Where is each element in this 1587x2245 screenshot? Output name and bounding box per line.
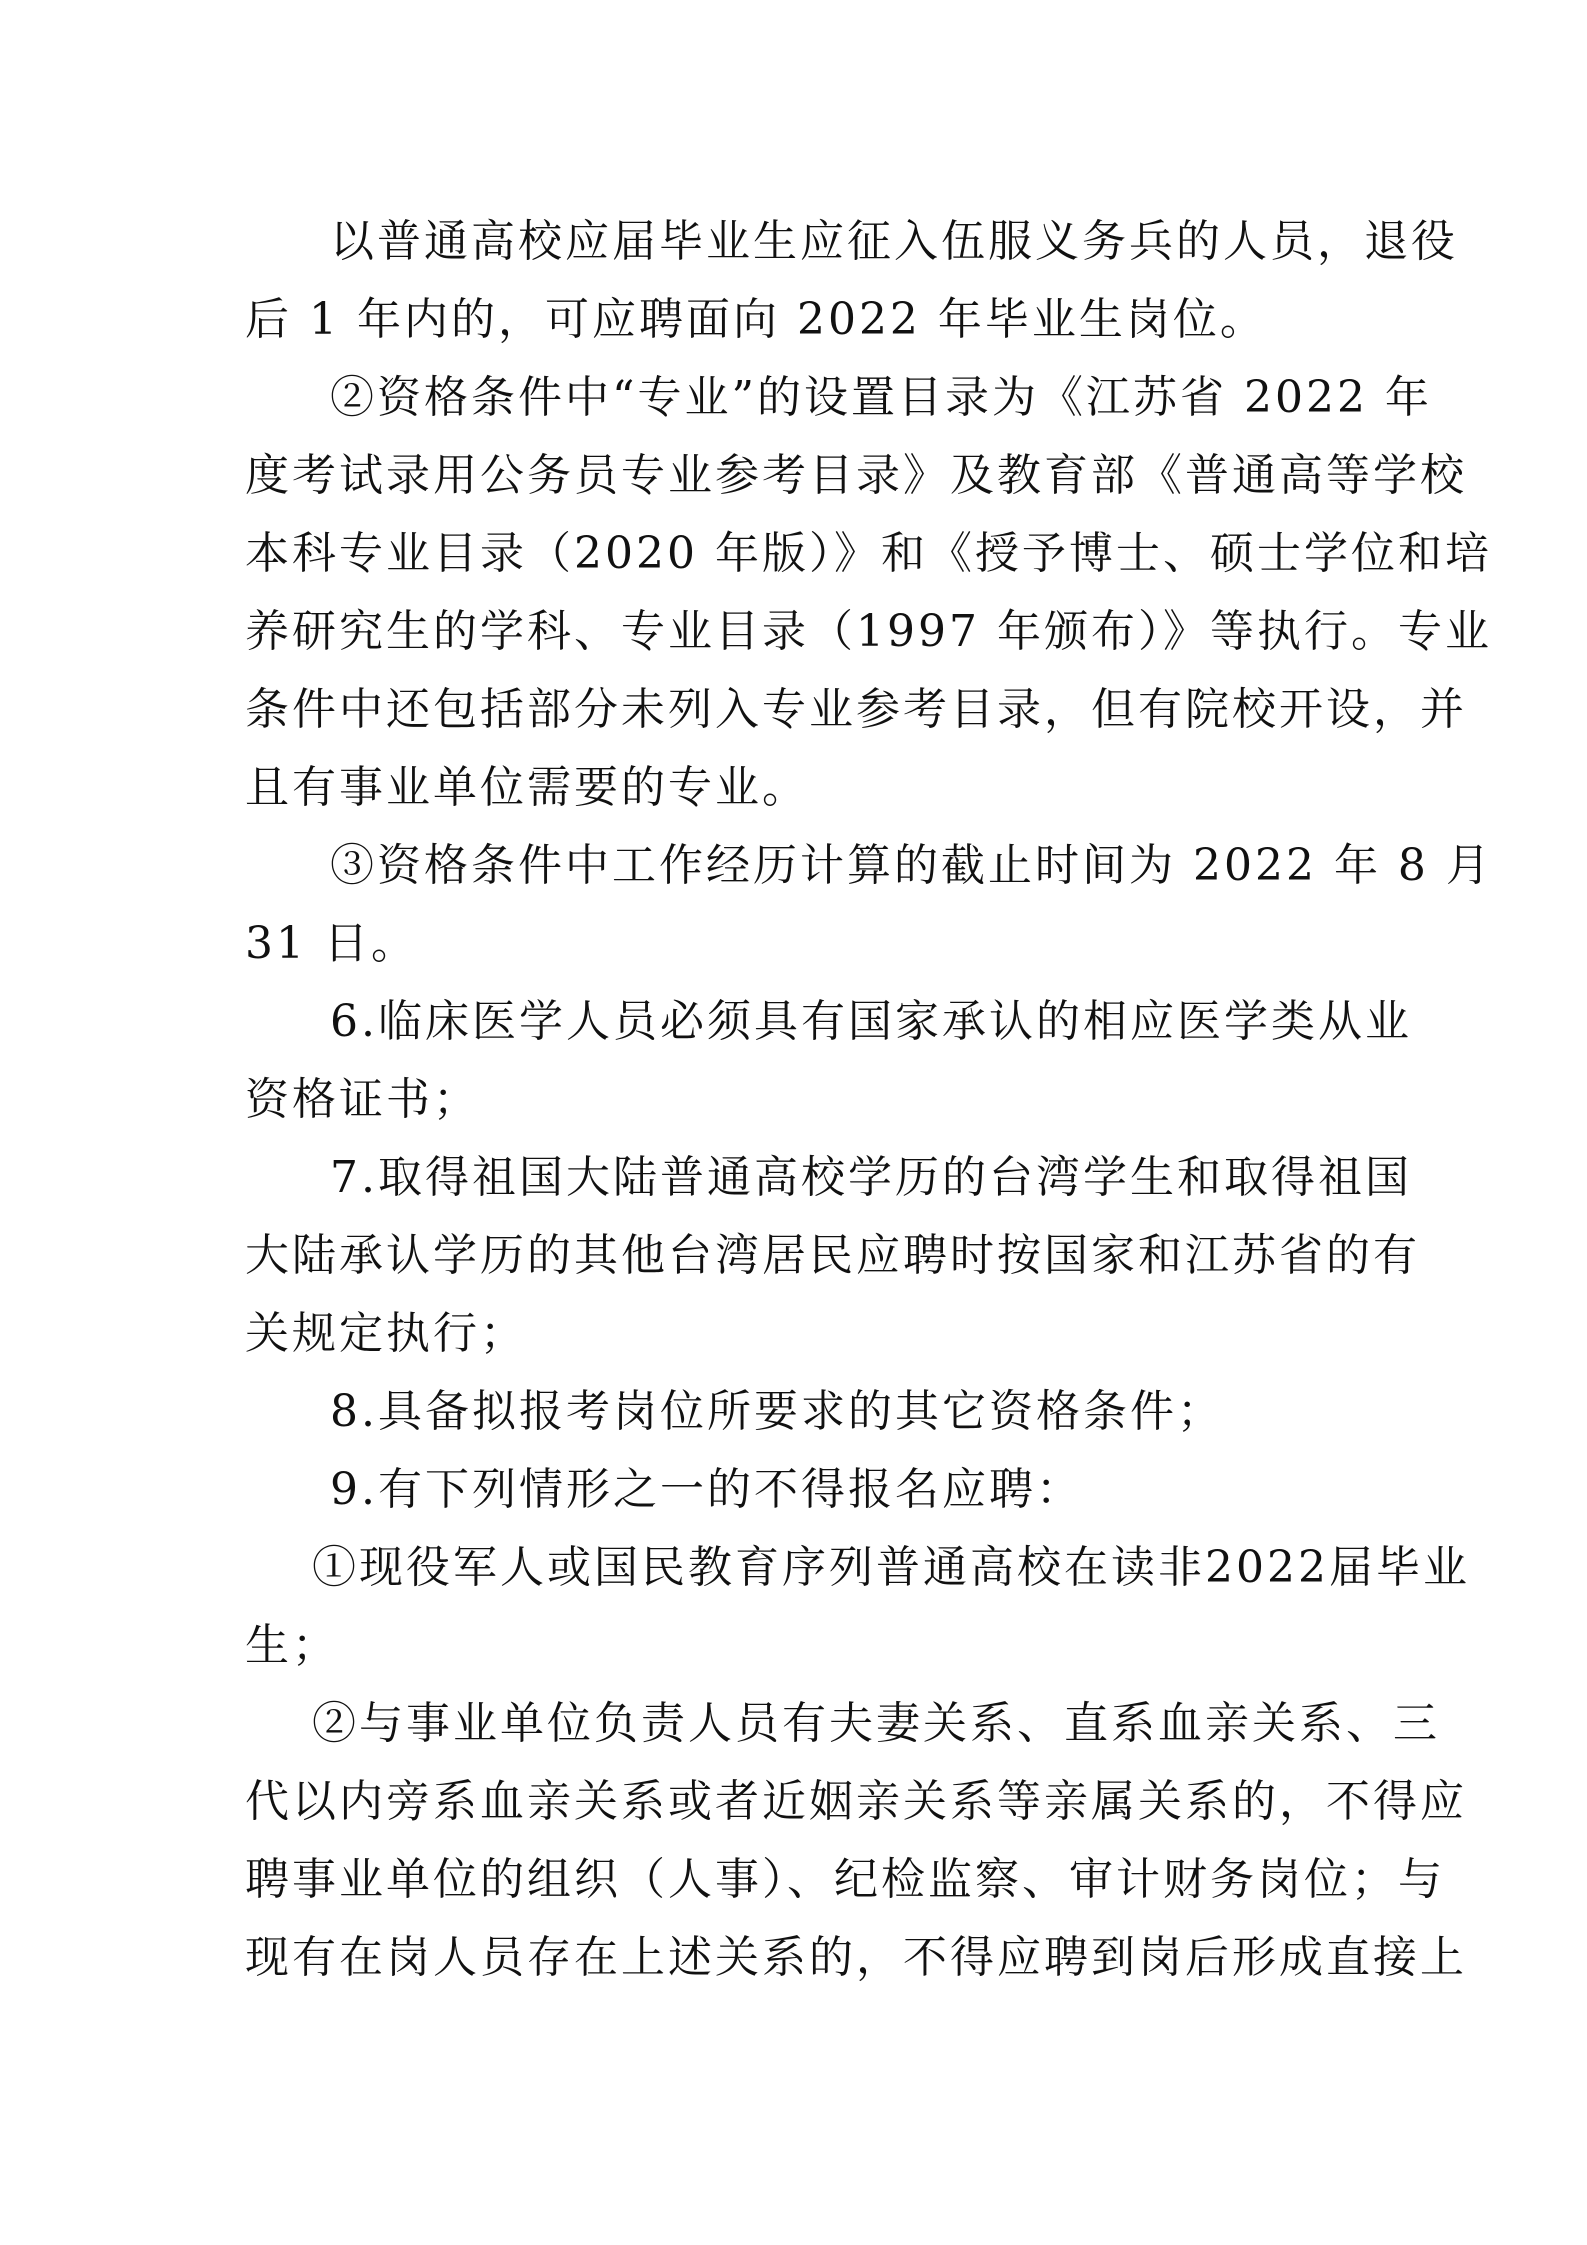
text-line-5: 本科专业目录（2020 年版）》和《授予博士、硕士学位和培	[245, 528, 1492, 579]
text-line-12: 资格证书；	[245, 1074, 480, 1125]
text-line-18: ①现役军人或国民教育序列普通高校在读非2022届毕业	[312, 1542, 1470, 1593]
text-line-10: 31 日。	[245, 918, 418, 969]
text-line-13: 7.取得祖国大陆普通高校学历的台湾学生和取得祖国	[330, 1152, 1412, 1203]
text-line-22: 聘事业单位的组织（人事）、纪检监察、审计财务岗位；与	[245, 1854, 1445, 1905]
text-line-3: ②资格条件中“专业”的设置目录为《江苏省 2022 年	[330, 372, 1432, 423]
text-line-7: 条件中还包括部分未列入专业参考目录，但有院校开设，并	[245, 684, 1467, 735]
text-line-19: 生；	[245, 1620, 339, 1671]
text-line-23: 现有在岗人员存在上述关系的，不得应聘到岗后形成直接上	[245, 1932, 1467, 1983]
text-line-6: 养研究生的学科、专业目录（1997 年颁布）》等执行。专业	[245, 606, 1492, 657]
text-line-1: 以普通高校应届毕业生应征入伍服义务兵的人员，退役	[330, 216, 1458, 267]
text-line-20: ②与事业单位负责人员有夫妻关系、直系血亲关系、三	[312, 1698, 1440, 1749]
text-line-9: ③资格条件中工作经历计算的截止时间为 2022 年 8 月	[330, 840, 1493, 891]
text-line-4: 度考试录用公务员专业参考目录》及教育部《普通高等学校	[245, 450, 1467, 501]
text-line-15: 关规定执行；	[245, 1308, 527, 1359]
text-line-14: 大陆承认学历的其他台湾居民应聘时按国家和江苏省的有	[245, 1230, 1420, 1281]
text-line-16: 8.具备拟报考岗位所要求的其它资格条件；	[330, 1386, 1224, 1437]
text-line-21: 代以内旁系血亲关系或者近姻亲关系等亲属关系的，不得应	[245, 1776, 1467, 1827]
text-line-2: 后 1 年内的，可应聘面向 2022 年毕业生岗位。	[245, 294, 1267, 345]
text-line-11: 6.临床医学人员必须具有国家承认的相应医学类从业	[330, 996, 1412, 1047]
text-line-17: 9.有下列情形之一的不得报名应聘：	[330, 1464, 1083, 1515]
text-line-8: 且有事业单位需要的专业。	[245, 762, 809, 813]
